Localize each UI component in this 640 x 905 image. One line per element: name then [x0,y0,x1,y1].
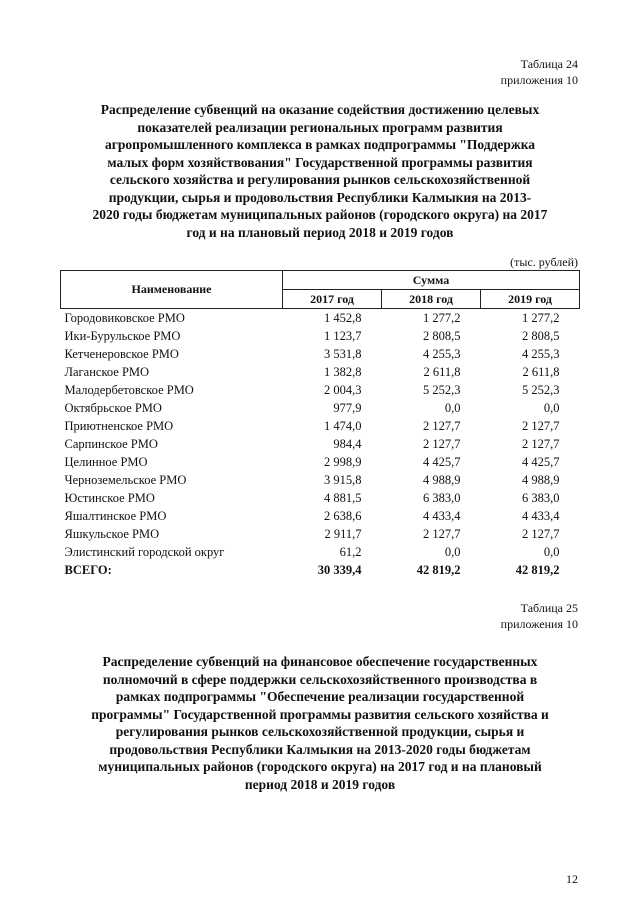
row-name: Городовиковское РМО [64,310,185,325]
value-2017: 984,4 [333,436,362,451]
value-2019: 4 433,4 [522,508,560,523]
total-2019: 42 819,2 [515,562,560,577]
title-line: продовольствия Республики Калмыкия на 2013-2020 годы бюджетам [109,741,531,757]
value-2018: 0,0 [444,400,461,415]
total-2018: 42 819,2 [416,562,461,577]
row-name: Элистинский городской округ [64,544,225,559]
title-line: агропромышленного комплекса в рамках подпрограммы "Поддержка [104,137,536,152]
table-number: Таблица 24 [520,57,578,71]
header-2018: 2018 год [382,290,481,309]
table-title [60,653,580,793]
table-number: Таблица 25 [520,601,578,615]
value-2018: 4 988,9 [423,472,461,487]
value-2019: 2 808,5 [522,328,560,343]
title-line: 2020 годы бюджетам муниципальных районов (городского округа) на 2017 [92,207,548,222]
table-row [61,327,580,345]
title-line: программы" Государственной программы развития сельского хозяйства и [91,706,549,722]
value-2018: 1 277,2 [423,310,461,325]
table-row [61,471,580,489]
row-name: Целинное РМО [64,454,148,469]
units-note: (тыс. рублей) [510,255,578,269]
row-name: Приютненское РМО [64,418,174,433]
row-name: Яшкульское РМО [64,526,160,541]
value-2019: 4 988,9 [522,472,560,487]
value-2019: 0,0 [543,544,560,559]
table-row [61,543,580,561]
header-2019: 2019 год [481,290,580,309]
table-title [60,101,580,241]
table-row [61,363,580,381]
value-2018: 4 433,4 [423,508,461,523]
value-2018: 4 255,3 [423,346,461,361]
value-2018: 6 383,0 [423,490,461,505]
total-2017: 30 339,4 [317,562,362,577]
value-2018: 5 252,3 [423,382,461,397]
table-row [61,453,580,471]
row-name: Черноземельское РМО [64,472,187,487]
annex-reference: приложения 10 [500,73,578,87]
total-label: ВСЕГО: [64,562,112,577]
title-line: полномочий в сфере поддержки сельскохозяйственного производства в [102,671,538,687]
title-line: Распределение субвенций на оказание содействия достижению целевых [100,102,540,117]
row-name: Юстинское РМО [64,490,155,505]
value-2019: 4 425,7 [522,454,560,469]
row-name: Сарпинское РМО [64,436,158,451]
table-row [61,417,580,435]
table-row [61,399,580,417]
row-name: Малодербетовское РМО [64,382,194,397]
value-2017: 2 998,9 [324,454,362,469]
value-2019: 2 611,8 [522,364,560,379]
title-line: муниципальных районов (городского округа) на 2017 год и на плановый [98,759,542,774]
title-line: период 2018 и 2019 годов [244,776,396,792]
table-row [61,525,580,543]
table-row [61,507,580,525]
page-number: 12 [566,872,578,886]
value-2019: 2 127,7 [522,526,560,541]
table-row [61,345,580,363]
title-line: сельского хозяйства и регулирования рынков сельскохозяйственной [109,172,531,187]
value-2018: 2 808,5 [423,328,461,343]
header-sum: Сумма [283,271,580,290]
table-reference [501,56,578,88]
value-2019: 4 255,3 [522,346,560,361]
subsidy-table [60,270,580,579]
row-name: Яшалтинское РМО [64,508,167,523]
value-2017: 1 452,8 [324,310,362,325]
value-2017: 3 915,8 [324,472,362,487]
title-line: малых форм хозяйствования" Государственной программы развития [107,154,533,170]
value-2018: 4 425,7 [423,454,461,469]
header-2017: 2017 год [283,290,382,309]
row-name: Ики-Бурульское РМО [64,328,181,343]
value-2017: 4 881,5 [324,490,362,505]
value-2018: 2 611,8 [423,364,461,379]
total-row [61,561,580,579]
value-2017: 977,9 [333,400,362,415]
table-row [61,381,580,399]
value-2017: 1 382,8 [324,364,362,379]
value-2017: 61,2 [339,544,362,559]
table-row [61,489,580,507]
table-row [61,435,580,453]
value-2018: 2 127,7 [423,418,461,433]
value-2019: 6 383,0 [522,490,560,505]
value-2018: 0,0 [444,544,461,559]
title-line: Распределение субвенций на финансовое обеспечение государственных [102,654,538,669]
value-2017: 1 123,7 [324,328,362,343]
value-2019: 0,0 [543,400,560,415]
title-line: регулирования рынков сельскохозяйственной продукции, сырья и [115,724,525,739]
table-row [61,309,580,328]
row-name: Октябрьское РМО [64,400,162,415]
title-line: рамках подпрограммы "Обеспечение реализации государственной [115,689,525,704]
value-2017: 1 474,0 [324,418,362,433]
value-2017: 3 531,8 [324,346,362,361]
value-2019: 5 252,3 [522,382,560,397]
value-2017: 2 638,6 [324,508,362,523]
header-name: Наименование [61,271,283,309]
row-name: Кетченеровское РМО [64,346,179,361]
value-2018: 2 127,7 [423,526,461,541]
title-line: продукции, сырья и продовольствия Республики Калмыкия на 2013- [108,189,532,205]
value-2019: 2 127,7 [522,418,560,433]
title-line: год и на плановый период 2018 и 2019 годов [186,224,454,240]
title-line: показателей реализации региональных программ развития [137,119,503,135]
value-2017: 2 911,7 [324,526,362,541]
value-2018: 2 127,7 [423,436,461,451]
table-reference [501,600,578,632]
value-2019: 1 277,2 [522,310,560,325]
value-2017: 2 004,3 [324,382,362,397]
value-2019: 2 127,7 [522,436,560,451]
annex-reference: приложения 10 [500,617,578,631]
row-name: Лаганское РМО [64,364,150,379]
